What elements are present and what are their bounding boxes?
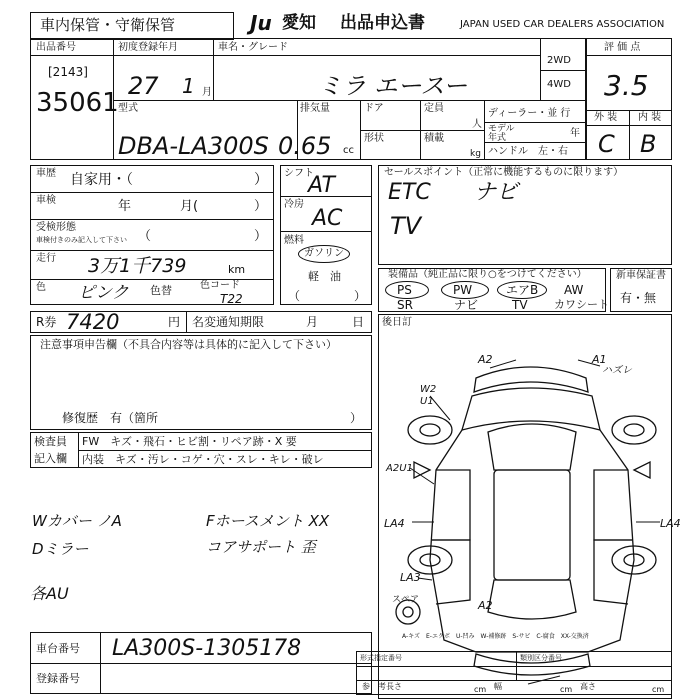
roof-shape [494,470,570,580]
mark-w2: W2 [420,384,437,395]
reg-month-unit: 月 [202,87,212,98]
lot-label: 出品番号 [36,42,76,53]
mark-a1-front: A1 [592,353,607,366]
note-core-support: コアサポート 歪 [206,538,316,556]
notice-label: 名変通知期限 [192,315,265,329]
mileage-value: 3万1千739 [88,255,187,277]
cooling-value: AC [312,206,343,231]
mark-la3: LA3 [400,571,421,584]
mileage-label: 走行 [36,253,56,264]
shift-label: シフト [284,168,314,179]
notes-label: 注意事項申告欄（不具合内容等は具体的に記入して下さい） [40,338,337,351]
car-name-value: ミラ エースー [318,72,468,100]
handle-label: ハンドル 左・右 [488,146,568,157]
ju-logo: Ju [250,11,272,35]
rear-label: 後日訂 [382,317,412,328]
exterior-label: 外 装 [594,112,618,123]
color-label: 色 [36,282,46,293]
note-door-mirror: Dミラー [32,540,89,558]
fuel-diesel: 軽 油 [308,270,341,283]
right-mirror [634,462,650,478]
displacement-label: 排気量 [300,103,330,114]
front-right-wheel [612,416,656,444]
rear-window-shape [488,580,576,619]
selling-point-etc: ETC [388,180,431,205]
receipt-open: （ [138,229,152,244]
shift-value: AT [308,173,335,198]
color-code-value: T22 [220,292,243,306]
repair-history-label: 修復歴 有（箇所 [62,411,159,425]
front-left-wheel [408,416,452,444]
warranty-label: 新車保証書 [616,270,666,281]
reg-year: 27 [128,72,159,100]
interior-label: 内 装 [638,112,662,123]
lot-sub: [2143] [48,65,88,79]
org-name: 愛知 [282,13,316,33]
recycle-label: R券 [36,315,57,329]
selling-point-tv: TV [390,212,422,240]
car-name-label: 車名・グレード [218,42,288,53]
equip-sr: SR [397,298,413,312]
equipment-label: 装備品（純正品に限り○をつけてください） [388,269,587,280]
color-change-label: 色替 [150,284,172,297]
receipt-label: 受検形態 [36,222,76,233]
exterior-grade: C [598,130,615,158]
receipt-close: ） [254,229,268,244]
storage-label: 車内保管・守衛保管 [40,16,176,34]
entry-label: 記入欄 [34,452,67,465]
mileage-unit: km [228,263,246,276]
drive-2wd: 2WD [547,55,571,66]
equip-ps: PS [397,283,412,297]
equip-airbag: エアB [506,283,539,297]
cooling-label: 冷房 [284,199,304,210]
category-number-label: 類別区分番号 [520,654,562,662]
equip-aw: AW [564,283,584,297]
height-unit: cm [652,685,665,694]
mark-a2u1: A2U1 [386,463,413,474]
reg-date-label: 初度登録年月 [118,42,178,53]
mark-la4-right: LA4 [660,517,681,530]
mark-a2-front: A2 [478,353,493,366]
reg-number-label: 登録番号 [36,672,80,685]
capacity-label: 定員 [424,103,444,114]
selling-points-label: セールスポイント（正常に機能するものに限ります） [384,167,624,178]
displacement-unit: cc [343,145,354,156]
lot-number: 35061 [36,88,119,118]
height-label: 高さ [580,682,596,691]
load-label: 積載 [424,133,444,144]
warranty-value: 有・無 [620,291,657,305]
mark-u1: U1 [420,396,434,407]
notice-month: 月 [306,315,319,329]
reference-label: 参 考 [362,682,386,691]
year-unit: 年 [570,128,580,139]
door-label: ドア [364,103,384,114]
rear-left-door [432,540,470,604]
color-code-label: 色コード [200,280,240,291]
model-value: DBA-LA300S [118,132,269,160]
evaluation-score: 3.5 [604,69,649,102]
mark-a1-note: ハズレ [602,365,632,376]
reg-month: 1 [182,74,195,98]
rear-right-door [594,540,632,604]
diagram-legend: A-キズ E-エクボ U-凹み W-補修跡 S-サビ C-腐食 XX-交換済 [402,633,589,640]
history-value: 自家用・（ [70,172,133,188]
mark-la4-left: LA4 [384,517,405,530]
dealer-label: ディーラー・並 行 [488,108,571,119]
front-right-door [594,470,632,540]
fw-row: FW キズ・飛石・ヒビ割・リペア跡・X 要 [82,435,297,448]
capacity-unit: 人 [472,119,482,130]
fuel-open: （ [288,289,301,303]
width-unit: cm [560,685,573,694]
selling-point-navi: ナビ [474,180,519,205]
equip-navi: ナビ [454,298,479,312]
model-label: 型式 [118,103,138,114]
equip-pw: PW [453,283,473,297]
load-unit: kg [470,149,481,159]
interior-grade: B [640,130,657,158]
windshield-shape [488,424,576,470]
inspector-label: 検査員 [34,435,67,448]
chassis-value: LA300S-1305178 [112,636,302,661]
fuel-close: ） [354,289,367,303]
length-label: 長さ [386,682,402,691]
association-name: JAPAN USED CAR DEALERS ASSOCIATION [460,19,665,30]
spare-label: スペア [392,595,420,605]
inspection-label: 車検 [36,195,56,206]
model-year-label: モデル 年式 [488,124,515,143]
type-number-label: 形式指定番号 [360,654,402,662]
note-wiper-cover: Wカバー ノA [32,512,122,530]
note-reinforcement: Fホースメント XX [206,512,330,530]
inspection-month: 月( [180,199,199,214]
spec-box [356,651,672,695]
repair-history-close: ） [350,411,363,425]
drive-4wd: 4WD [547,79,571,90]
front-left-door [432,470,470,540]
chassis-label: 車台番号 [36,642,80,655]
history-close: ） [254,172,268,188]
evaluation-label: 評 価 点 [604,42,641,53]
equip-tv: TV [512,298,528,312]
displacement-value: 0.65 [278,132,332,160]
receipt-note: 車検付きのみ記入して下さい [36,236,127,244]
equip-leather-seat: カワシート [554,298,609,311]
mark-a2-rear: A2 [478,599,493,612]
shape-label: 形状 [364,133,384,144]
inspection-year: 年 [118,199,132,214]
color-value: ピンク [78,283,129,303]
interior-row: 内装 キズ・汚レ・コゲ・穴・スレ・キレ・破レ [82,453,324,466]
note-each-au: 各AU [30,584,69,603]
notice-day: 日 [352,315,365,329]
fuel-label: 燃料 [284,235,304,246]
history-label: 車歴 [36,168,56,179]
length-unit: cm [474,685,487,694]
width-label: 幅 [494,682,502,691]
fuel-gasoline: ガソリン [304,248,344,259]
inspection-close: ） [254,199,268,214]
recycle-unit: 円 [168,315,181,329]
form-title: 出品申込書 [340,13,425,33]
recycle-value: 7420 [66,310,120,334]
